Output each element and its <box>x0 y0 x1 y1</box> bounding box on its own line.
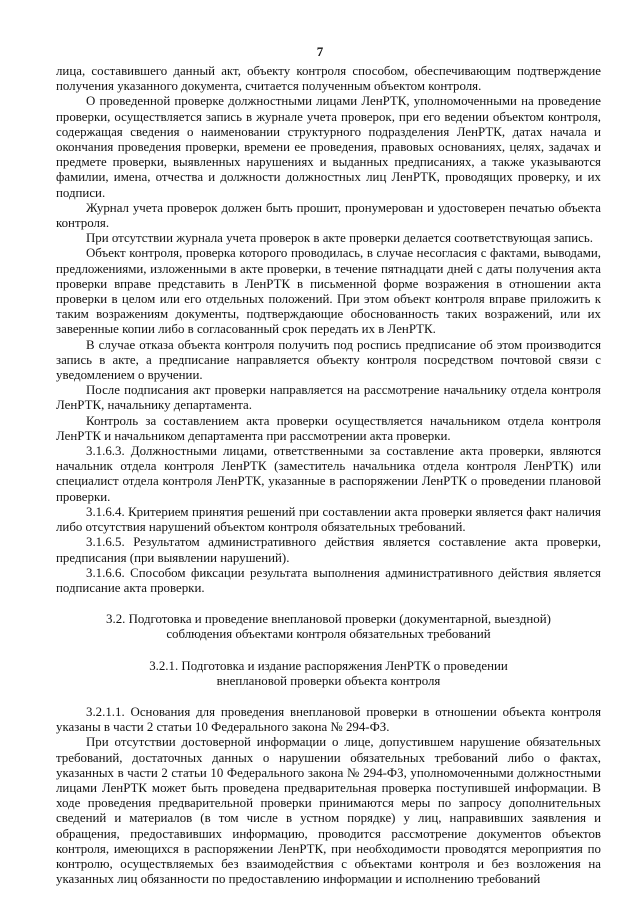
paragraph: 3.1.6.6. Способом фиксации результата выполнения административного действия является подписание акта проверки. <box>56 565 601 595</box>
paragraph: 3.1.6.3. Должностными лицами, ответственными за составление акта проверки, являются начальник отдела контроля ЛенРТК (заместитель начальника отдела контроля ЛенРТК) или специалист отдела контроля ЛенРТК, указанные в распоряжении ЛенРТК о проведении плановой проверки. <box>56 444 601 504</box>
section-heading <box>56 612 601 642</box>
subsection-heading-line: 3.2.1. Подготовка и издание распоряжения ЛенРТК о проведении <box>149 658 508 673</box>
subsection-heading <box>56 659 601 689</box>
section-heading-line: 3.2. Подготовка и проведение внеплановой проверки (документарной, выездной) <box>106 612 551 627</box>
section-heading-line: соблюдения объектами контроля обязательных требований <box>166 627 491 642</box>
paragraph: О проведенной проверке должностными лицами ЛенРТК, уполномоченными на проведение проверки, осуществляется запись в журнале учета проверок, при его ведении объектом контроля, содержащая сведения о наименовании структурного подразделения ЛенРТК, датах начала и окончания проведения проверки, времени ее проведения, правовых основаниях, целях, задачах и предмете проверки, выявленных нарушениях и выданных предписаниях, а также указываются фамилии, имена, отчества и должности должностных лиц ЛенРТК, проводящих проверку, и их подписи. <box>56 94 601 200</box>
paragraph: Контроль за составлением акта проверки осуществляется начальником отдела контроля ЛенРТК и начальником департамента при рассмотрении акта проверки. <box>56 413 601 443</box>
paragraph: 3.1.6.4. Критерием принятия решений при составлении акта проверки является факт наличия либо отсутствия нарушений объектом контроля обязательных требований. <box>56 504 601 535</box>
paragraph: 3.1.6.5. Результатом административного действия является составление акта проверки, предписания (при выявлении нарушений). <box>56 535 601 565</box>
paragraph: Журнал учета проверок должен быть прошит, пронумерован и удостоверен печатью объекта контроля. <box>56 200 601 231</box>
paragraph: При отсутствии достоверной информации о лице, допустившем нарушение обязательных требований, достаточных данных о нарушении обязательных требований либо о фактах, указанных в части 2 статьи 10 Федерального закона № 294-ФЗ, уполномоченными должностными лицами ЛенРТК может быть проведена предварительная проверка поступившей информации. В ходе проведения предварительной проверки принимаются меры по запросу дополнительных сведений и материалов (в том числе в устном порядке) у лиц, направивших заявления и обращения, предоставивших информацию, проводится рассмотрение документов объектов контроля, имеющихся в распоряжении ЛенРТК, при необходимости проводятся мероприятия по контролю, осуществляемых без взаимодействия с объектами контроля и без возложения на указанных лиц обязанности по предоставлению информации и исполнению требований <box>56 735 601 887</box>
paragraph: После подписания акт проверки направляется на рассмотрение начальнику отдела контроля ЛенРТК, начальнику департамента. <box>56 383 601 413</box>
paragraph: 3.2.1.1. Основания для проведения внеплановой проверки в отношении объекта контроля указаны в части 2 статьи 10 Федерального закона № 294-ФЗ. <box>56 704 601 735</box>
subsection-heading-line: внеплановой проверки объекта контроля <box>216 673 441 688</box>
paragraph: Объект контроля, проверка которого проводилась, в случае несогласия с фактами, выводами, предложениями, изложенными в акте проверки, в течение пятнадцати дней с даты получения акта проверки вправе представить в ЛенРТК в письменной форме возражения в отношении акта проверки в целом или его отдельных положений. При этом объект контроля вправе приложить к таким возражениям документы, подтверждающие обоснованность таких возражений, или их заверенные копии либо в согласованный срок передать их в ЛенРТК. <box>56 246 601 337</box>
page-number: 7 <box>316 44 324 59</box>
paragraph: лица, составившего данный акт, объекту контроля способом, обеспечивающим подтверждение получения указанного документа, считается полученным объектом контроля. <box>56 64 601 94</box>
paragraph: При отсутствии журнала учета проверок в акте проверки делается соответствующая запись. <box>86 231 593 246</box>
document-body <box>56 64 601 887</box>
paragraph: В случае отказа объекта контроля получить под роспись предписание об этом производится запись в акте, а предписание направляется объекту контроля посредством почтовой связи с уведомлением о вручении. <box>56 337 601 383</box>
